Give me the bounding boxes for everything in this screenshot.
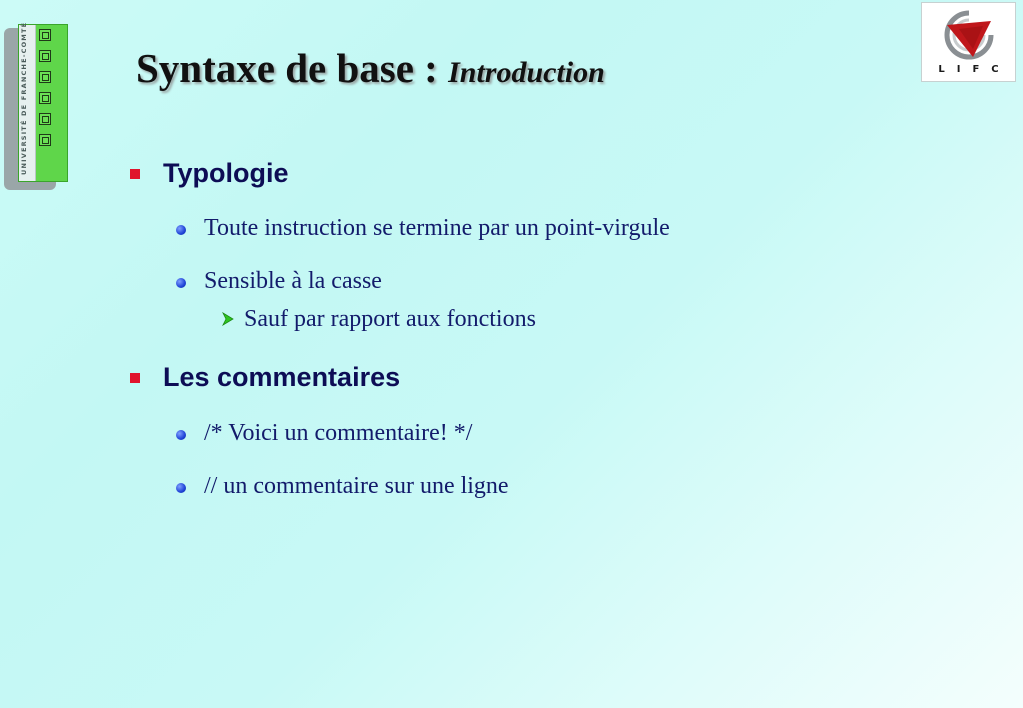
university-pictograms <box>39 29 55 146</box>
lifc-letters: LIFC <box>938 64 1011 75</box>
green-arrow-bullet-icon <box>222 312 234 326</box>
pictogram-icon <box>39 71 51 83</box>
pictogram-icon <box>39 113 51 125</box>
section-heading: Les commentaires <box>163 362 401 392</box>
red-square-bullet-icon <box>130 169 140 179</box>
slide-title <box>136 44 605 92</box>
red-square-bullet-icon <box>130 373 140 383</box>
lifc-emblem-icon <box>939 9 999 61</box>
title-subtitle: Introduction <box>448 56 605 89</box>
blue-sphere-bullet-icon <box>176 278 186 288</box>
university-logo <box>4 21 62 190</box>
list-item-text: Toute instruction se termine par un point-virgule <box>204 215 670 241</box>
title-main: Syntaxe de base : <box>136 45 449 91</box>
blue-sphere-bullet-icon <box>176 430 186 440</box>
sub-list-item-text: Sauf par rapport aux fonctions <box>244 306 536 332</box>
blue-sphere-bullet-icon <box>176 483 186 493</box>
pictogram-icon <box>39 134 51 146</box>
university-logo-text: UNIVERSITÉ DE FRANCHE-COMTÉ <box>20 21 28 175</box>
university-logo-strip <box>19 21 36 181</box>
pictogram-icon <box>39 50 51 62</box>
list-item-text: // un commentaire sur une ligne <box>204 473 509 499</box>
list-item-text: /* Voici un commentaire! */ <box>204 420 473 446</box>
university-logo-band <box>18 21 68 182</box>
section-heading: Typologie <box>163 158 289 188</box>
pictogram-icon <box>39 29 51 41</box>
blue-sphere-bullet-icon <box>176 225 186 235</box>
pictogram-icon <box>39 92 51 104</box>
list-item-text: Sensible à la casse <box>204 268 382 294</box>
lifc-logo <box>921 2 1016 82</box>
